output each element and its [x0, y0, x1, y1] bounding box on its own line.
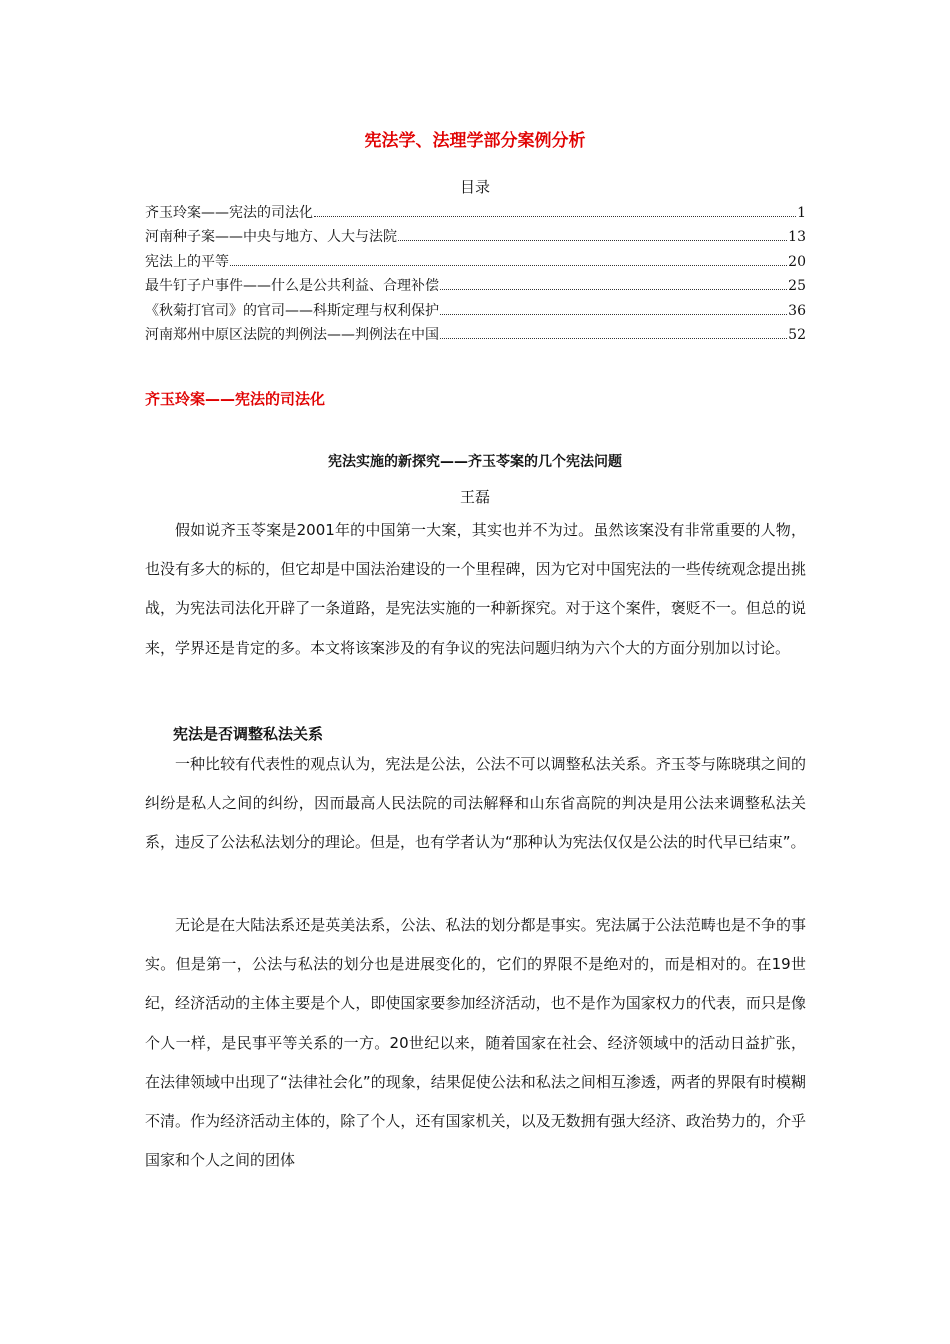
toc-leader — [440, 326, 787, 339]
toc-entry[interactable] — [145, 226, 806, 250]
toc-entry-title: 河南种子案——中央与地方、人大与法院 — [145, 229, 397, 246]
article-title: 宪法实施的新探究——齐玉苓案的几个宪法问题 — [328, 454, 622, 470]
toc-entry[interactable] — [145, 202, 806, 226]
toc-leader — [440, 277, 787, 290]
subsection-heading: 宪法是否调整私法关系 — [173, 725, 324, 743]
article-author: 王磊 — [459, 488, 490, 506]
table-of-contents — [145, 202, 806, 348]
toc-leader — [440, 302, 787, 315]
toc-entry-title: 宪法上的平等 — [145, 253, 229, 270]
toc-entry-page: 36 — [788, 302, 806, 319]
document-title: 宪法学、法理学部分案例分析 — [364, 131, 586, 151]
toc-entry[interactable] — [145, 324, 806, 348]
body-paragraph-3: 无论是在大陆法系还是英美法系，公法、私法的划分都是事实。宪法属于公法范畴也是不争的事实。但是第一，公法与私法的划分也是进展变化的，它们的界限不是绝对的，而是相对的。在19世纪，经济活动的主体主要是个人，即使国家要参加经济活动，也不是作为国家权力的代表，而只是像个人一样，是民事平等关系的一方。20世纪以来，随着国家在社会、经济领域中的活动日益扩张，在法律领域中出现了“法律社会化”的现象，结果促使公法和私法之间相互渗透，两者的界限有时模糊不清。作为经济活动主体的，除了个人，还有国家机关，以及无数拥有强大经济、政治势力的，介乎国家和个人之间的团体 — [145, 916, 806, 1170]
body-paragraph-1: 假如说齐玉苓案是2001年的中国第一大案，其实也并不为过。虽然该案没有非常重要的人物，也没有多大的标的，但它却是中国法治建设的一个里程碑，因为它对中国宪法的一些传统观念提出挑战，为宪法司法化开辟了一条道路，是宪法实施的一种新探究。对于这个案件，褒贬不一。但总的说来，学界还是肯定的多。本文将该案涉及的有争议的宪法问题归纳为六个大的方面分别加以讨论。 — [145, 521, 806, 657]
toc-entry-title: 齐玉玲案——宪法的司法化 — [145, 205, 313, 221]
toc-entry-page: 1 — [797, 205, 806, 221]
toc-entry-page: 20 — [788, 253, 806, 270]
toc-entry-title: 最牛钉子户事件——什么是公共利益、合理补偿 — [145, 278, 439, 295]
toc-entry[interactable] — [145, 251, 806, 275]
toc-entry-title: 《秋菊打官司》的官司——科斯定理与权利保护 — [145, 302, 439, 319]
toc-entry-page: 25 — [788, 278, 806, 295]
toc-entry-title: 河南郑州中原区法院的判例法——判例法在中国 — [145, 326, 439, 343]
toc-entry-page: 52 — [788, 326, 806, 343]
toc-leader — [230, 253, 787, 266]
toc-entry[interactable] — [145, 300, 806, 324]
toc-leader — [398, 228, 787, 241]
body-paragraph-2: 一种比较有代表性的观点认为，宪法是公法，公法不可以调整私法关系。齐玉苓与陈晓琪之间的纠纷是私人之间的纠纷，因而最高人民法院的司法解释和山东省高院的判决是用公法来调整私法关系，违反了公法私法划分的理论。但是，也有学者认为“那种认为宪法仅仅是公法的时代早已结束”。 — [145, 755, 806, 852]
toc-leader — [314, 204, 796, 217]
toc-heading: 目录 — [459, 178, 490, 196]
section-title: 齐玉玲案——宪法的司法化 — [145, 390, 326, 408]
toc-entry-page: 13 — [788, 229, 806, 246]
toc-entry[interactable] — [145, 275, 806, 299]
